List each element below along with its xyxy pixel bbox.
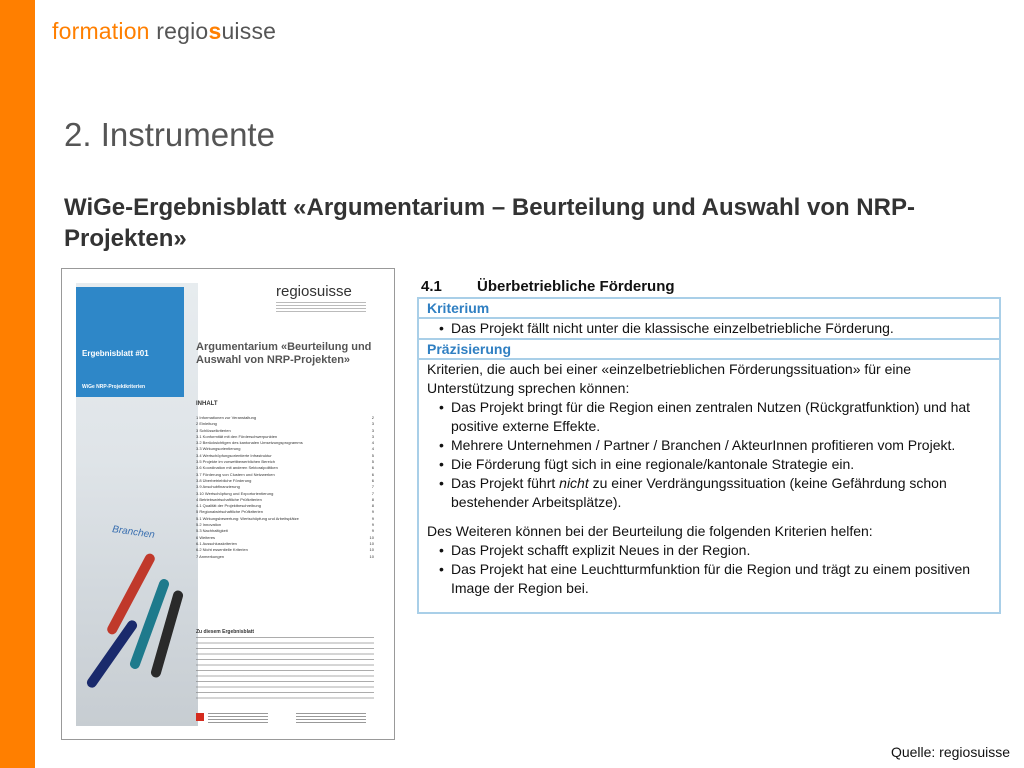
toc-page: 6 <box>371 477 374 483</box>
toc-page: 9 <box>371 528 374 534</box>
toc-entry: 6.1 Ausschlusskriterien <box>196 540 237 546</box>
document-label: Ergebnisblatt #01 <box>82 349 149 358</box>
list-item: • Mehrere Unternehmen / Partner / Branchen / AkteurInnen profitieren vom Projekt. <box>441 436 991 455</box>
criteria-heading <box>421 278 675 295</box>
toc-entry: 3.8 Überbetriebliche Förderung <box>196 477 252 483</box>
document-brand: regiosuisse <box>276 283 352 300</box>
toc-entry: 7 Anmerkungen <box>196 553 225 559</box>
logo <box>52 18 276 45</box>
toc-page: 7 <box>371 484 374 490</box>
toc-entry: 3.7 Förderung von Clustern und Netzwerken <box>196 471 275 477</box>
kriterium-label: Kriterium <box>419 299 999 319</box>
criteria-number: 4.1 <box>421 278 442 295</box>
about-heading: Zu diesem Ergebnisblatt <box>196 629 255 635</box>
toc-page: 9 <box>371 509 374 515</box>
toc-page: 10 <box>369 547 374 553</box>
logo-part-2: uisse <box>221 18 277 44</box>
about-text-lines <box>196 637 374 703</box>
footer-text-lines <box>208 713 268 723</box>
toc-page: 6 <box>371 471 374 477</box>
toc-page: 9 <box>371 515 374 521</box>
toc-entry: 5.1 Wirkungsbewertung: Wertschöpfung und Arbeitsplätze <box>196 515 299 521</box>
criteria-box <box>417 297 1001 614</box>
logo-part-1: regio <box>156 18 209 44</box>
kriterium-item: • Das Projekt fällt nicht unter die klassische einzelbetriebliche Förderung. <box>441 319 991 338</box>
document-thumbnail <box>61 268 395 740</box>
toc-page: 10 <box>369 534 374 540</box>
document-label-box <box>76 287 184 397</box>
document-footer <box>196 711 374 727</box>
toc-page: 3 <box>371 421 374 427</box>
toc-page: 9 <box>371 522 374 528</box>
toc-entry: 3.10 Wertschöpfung und Exportorientierung <box>196 490 274 496</box>
toc-entry: 3.6 Koordination mit anderen Sektoralpolitiken <box>196 465 278 471</box>
criteria-panel <box>417 276 1001 610</box>
list-item: • Die Förderung fügt sich in eine regionale/kantonale Strategie ein. <box>441 455 991 474</box>
toc-entry: 6 Weiteres <box>196 534 216 540</box>
toc-entry: 5.2 Innovation <box>196 522 222 528</box>
table-of-contents <box>196 415 374 560</box>
kriterium-text <box>419 319 999 340</box>
item-text: Das Projekt führt <box>451 475 560 491</box>
toc-page: 2 <box>371 415 374 420</box>
toc-entry: 3.9 Anschubfinanzierung <box>196 484 240 490</box>
item-text: zu einer Verdrängungssituation (keine Gefährdung schon bestehender Arbeitsplätze). <box>451 475 947 510</box>
toc-page: 4 <box>371 440 374 446</box>
toc-entry: 3.1 Konformität mit den Förderschwerpunkten <box>196 433 278 439</box>
further-intro: Des Weiteren können bei der Beurteilung die folgenden Kriterien helfen: <box>427 523 873 539</box>
further-list <box>427 541 991 598</box>
toc-entry: 3.4 Wertschöpfungsorientierte Infrastruktur <box>196 452 272 458</box>
toc-entry: 4.1 Qualität der Projektbeschreibung <box>196 503 261 509</box>
slide-subtitle: WiGe-Ergebnisblatt «Argumentarium – Beurteilung und Auswahl von NRP-Projekten» <box>64 194 915 252</box>
criteria-title: Überbetriebliche Förderung <box>477 278 675 295</box>
list-item: • Das Projekt hat eine Leuchtturmfunktion für die Region und trägt zu einem positiven Image der Region bei. <box>441 560 991 598</box>
document-sublabel: WiGe NRP-Projektkriterien <box>82 384 146 390</box>
document-title: Argumentarium «Beurteilung und Auswahl von NRP-Projekten» <box>196 341 372 366</box>
logo-accent-letter: s <box>208 18 222 44</box>
toc-entry: 3.3 Wirkungsorientierung <box>196 446 241 452</box>
handwriting-text: Branchen <box>111 524 156 541</box>
toc-entry: 3.5 Projekte im vorwettbewerblichen Bereich <box>196 459 275 465</box>
toc-page: 10 <box>369 553 374 559</box>
logo-word-formation: formation <box>52 18 150 44</box>
orange-side-bar <box>0 0 35 768</box>
toc-entry: 6.2 Nicht essentielle Kriterien <box>196 547 248 553</box>
praezisierung-list <box>427 398 991 474</box>
source-caption: Quelle: regiosuisse <box>890 744 1010 760</box>
toc-entry: 3 Schlüsselkriterien <box>196 427 231 433</box>
toc-page: 8 <box>371 496 374 502</box>
toc-page: 4 <box>371 446 374 452</box>
toc-page: 10 <box>369 540 374 546</box>
toc-page: 5 <box>371 459 374 465</box>
toc-page: 6 <box>371 465 374 471</box>
toc-page: 5 <box>371 452 374 458</box>
toc-page: 7 <box>371 490 374 496</box>
toc-entry: 4 Betriebswirtschaftliche Prüfkriterien <box>196 496 262 502</box>
toc-entry: 5.3 Nachhaltigkeit <box>196 528 228 534</box>
slide-title: 2. Instrumente <box>64 116 275 153</box>
toc-row <box>196 554 374 560</box>
swiss-flag-icon <box>196 713 204 721</box>
item-emphasis: nicht <box>559 475 589 491</box>
footer-text-lines-right <box>296 713 366 723</box>
toc-entry: 5 Regionalwirtschaftliche Prüfkriterien <box>196 509 263 515</box>
praezisierung-intro: Kriterien, die auch bei einer «einzelbetrieblichen Förderungssituation» für eine Unterstützung sprechen können: <box>427 361 912 396</box>
praezisierung-label: Präzisierung <box>419 340 999 360</box>
toc-page: 3 <box>371 433 374 439</box>
toc-entry: 3.2 Berücksichtigen des kantonalen Umsetzungsprogramms <box>196 440 303 446</box>
list-item: • Das Projekt schafft explizit Neues in der Region. <box>441 541 991 560</box>
toc-entry: 2 Einleitung <box>196 421 217 427</box>
toc-heading: INHALT <box>196 401 218 407</box>
praezisierung-text <box>419 360 999 598</box>
list-item <box>441 474 991 512</box>
brand-tagline-lines <box>276 302 366 314</box>
toc-page: 8 <box>371 503 374 509</box>
toc-entry: 1 Informationen zur Veranstaltung <box>196 415 257 420</box>
toc-page: 3 <box>371 427 374 433</box>
list-item: • Das Projekt bringt für die Region einen zentralen Nutzen (Rückgratfunktion) und hat positive externe Effekte. <box>441 398 991 436</box>
logo-word-regiosuisse <box>156 18 276 44</box>
